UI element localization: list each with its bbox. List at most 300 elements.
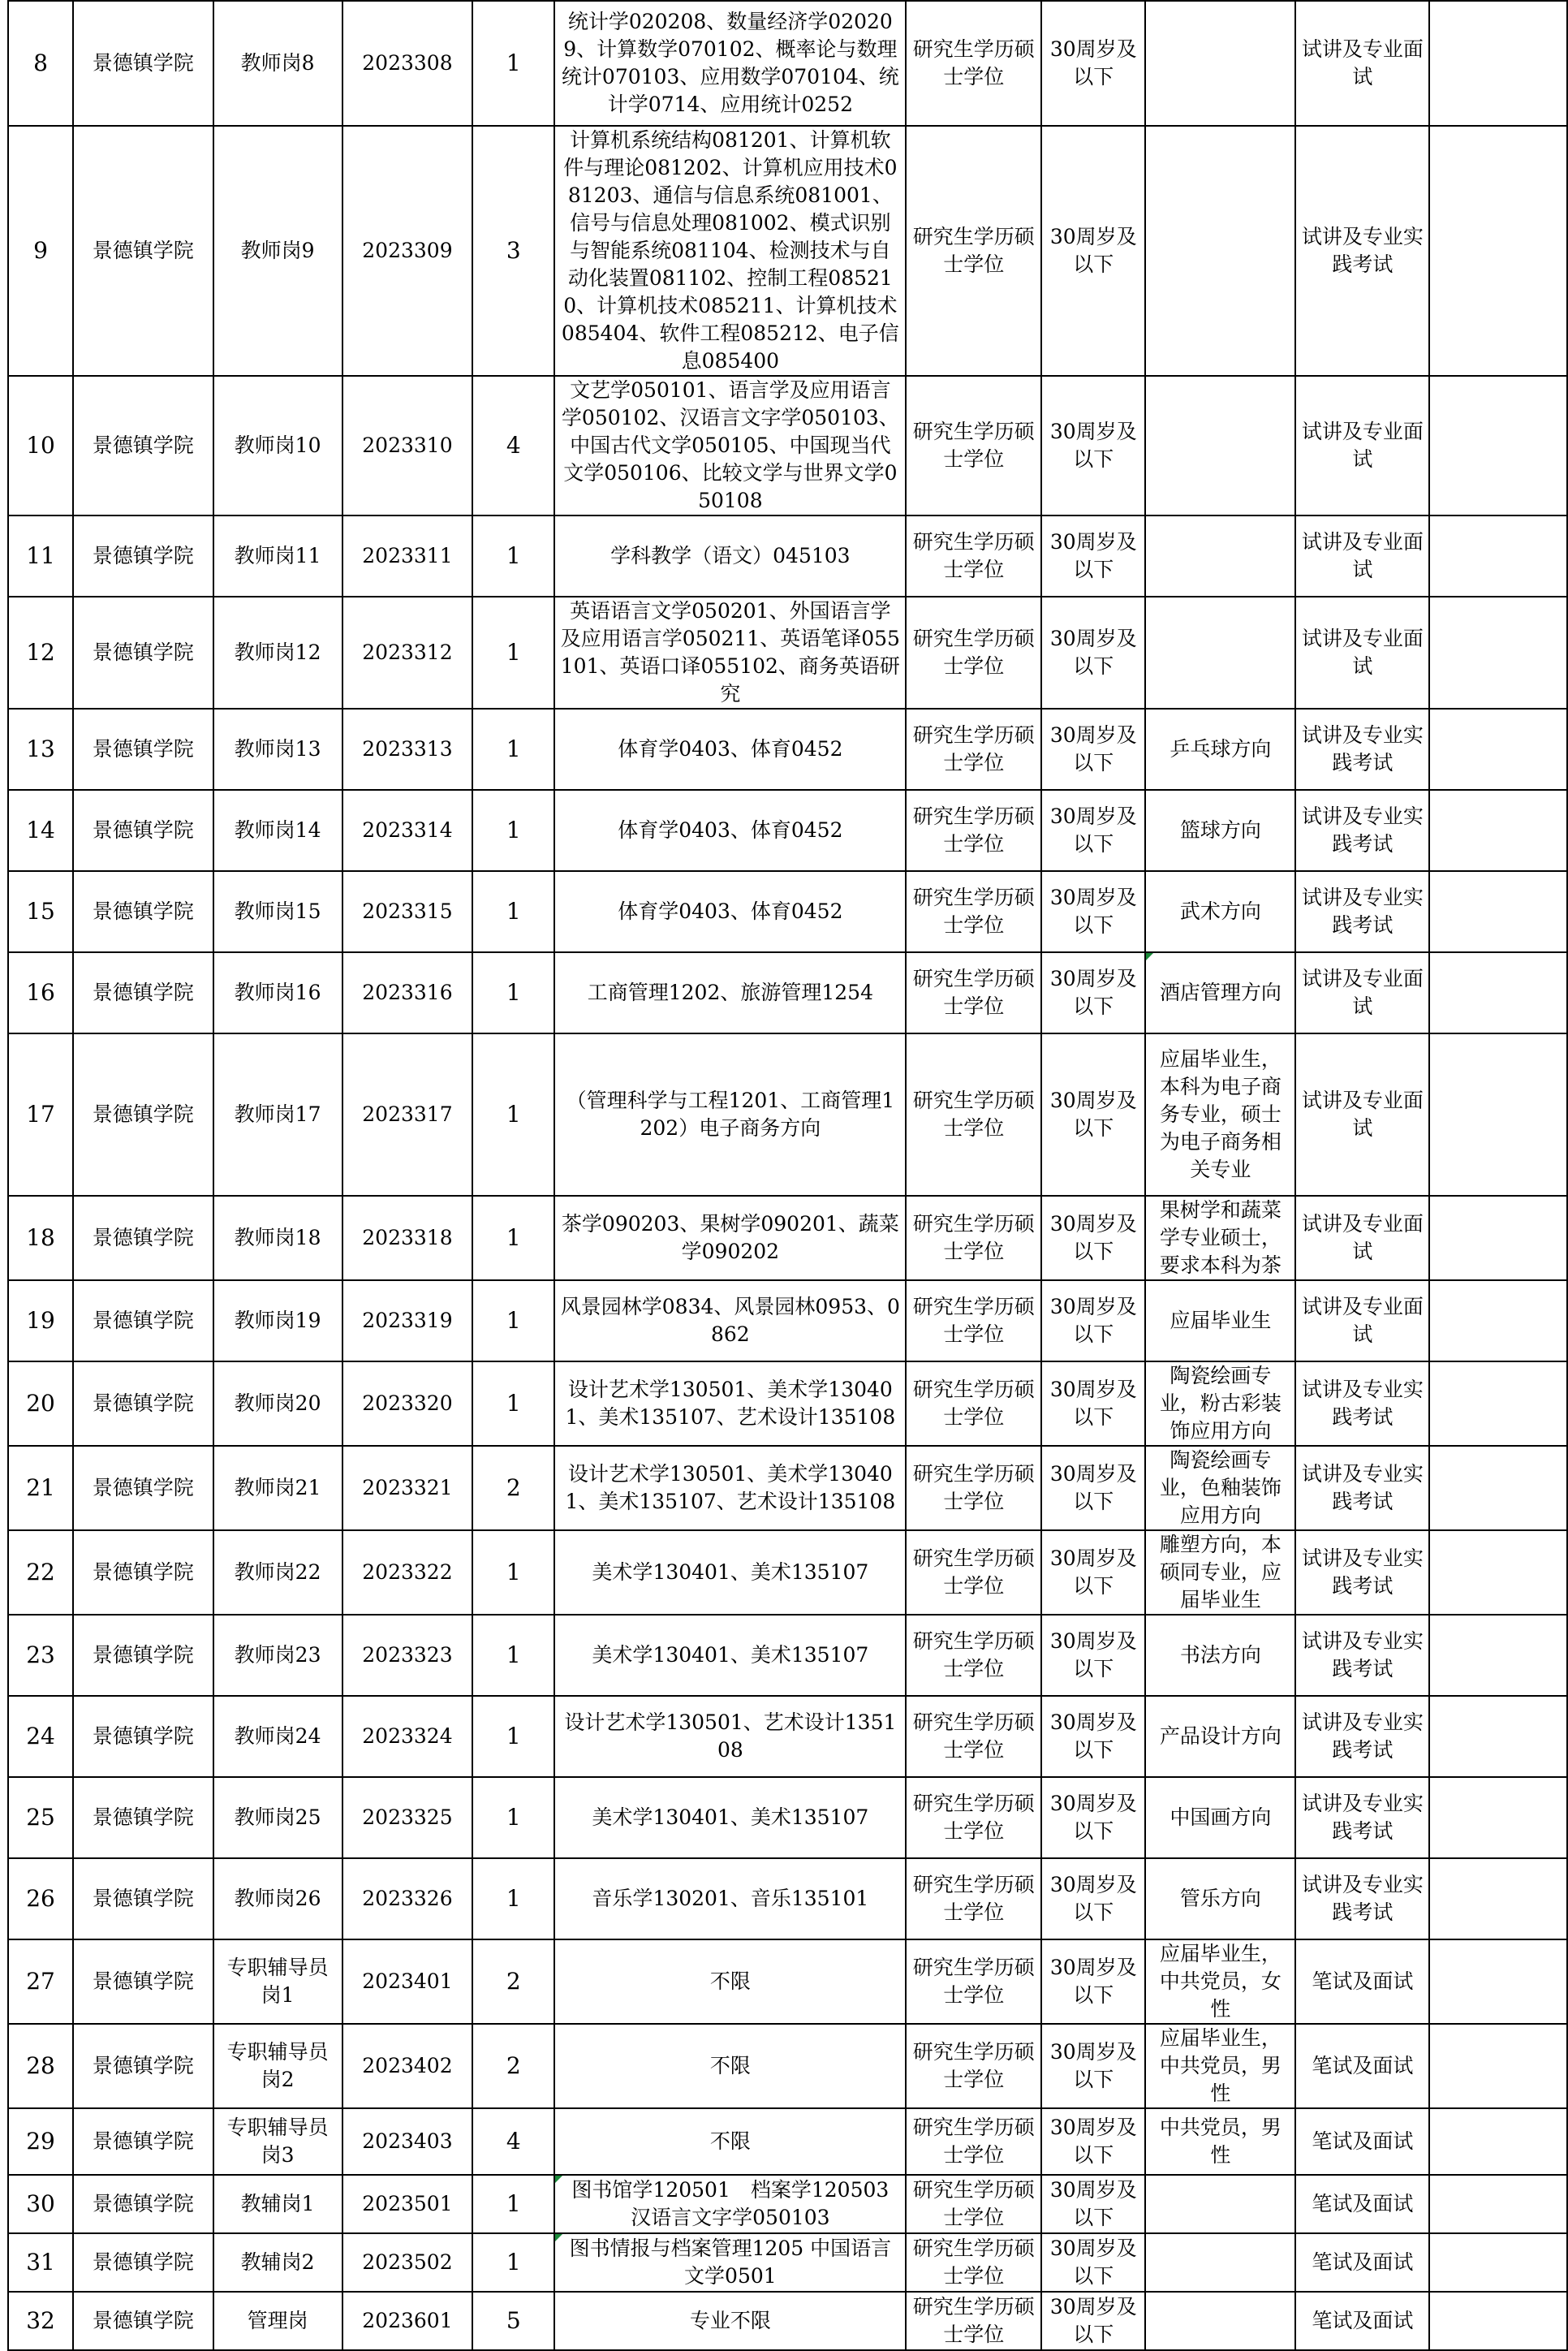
cell-note bbox=[1429, 2233, 1567, 2292]
cell-note bbox=[1429, 790, 1567, 871]
cell-code: 2023326 bbox=[342, 1858, 473, 1939]
cell-code: 2023601 bbox=[342, 2292, 473, 2350]
cell-post: 教师岗23 bbox=[213, 1615, 342, 1696]
cell-age: 30周岁及以下 bbox=[1041, 1530, 1145, 1615]
cell-code: 2023402 bbox=[342, 2024, 473, 2108]
table-row bbox=[8, 2024, 1567, 2108]
cell-number: 26 bbox=[8, 1858, 73, 1939]
cell-age: 30周岁及以下 bbox=[1041, 790, 1145, 871]
cell-other-requirement: 中国画方向 bbox=[1145, 1777, 1295, 1858]
cell-code: 2023311 bbox=[342, 515, 473, 597]
cell-education: 研究生学历硕士学位 bbox=[906, 2024, 1041, 2108]
cell-count: 1 bbox=[472, 952, 554, 1033]
cell-count: 5 bbox=[472, 2292, 554, 2350]
cell-other-requirement: 产品设计方向 bbox=[1145, 1696, 1295, 1777]
cell-exam-method: 试讲及专业实践考试 bbox=[1295, 1615, 1429, 1696]
cell-code: 2023321 bbox=[342, 1446, 473, 1530]
cell-exam-method: 笔试及面试 bbox=[1295, 2175, 1429, 2233]
cell-major: 统计学020208、数量经济学020209、计算数学070102、概率论与数理统计070103、应用数学070104、统计学0714、应用统计0252 bbox=[554, 1, 906, 126]
cell-unit: 景德镇学院 bbox=[73, 790, 213, 871]
cell-code: 2023323 bbox=[342, 1615, 473, 1696]
cell-major: 美术学130401、美术135107 bbox=[554, 1615, 906, 1696]
cell-education: 研究生学历硕士学位 bbox=[906, 2233, 1041, 2292]
cell-exam-method: 试讲及专业面试 bbox=[1295, 376, 1429, 515]
cell-count: 1 bbox=[472, 2233, 554, 2292]
cell-education: 研究生学历硕士学位 bbox=[906, 1777, 1041, 1858]
cell-major: 图书情报与档案管理1205 中国语言文学0501 bbox=[554, 2233, 906, 2292]
cell-number: 29 bbox=[8, 2108, 73, 2175]
table-row bbox=[8, 1, 1567, 126]
cell-count: 1 bbox=[472, 1530, 554, 1615]
table-row bbox=[8, 1280, 1567, 1361]
cell-post: 教师岗26 bbox=[213, 1858, 342, 1939]
cell-education: 研究生学历硕士学位 bbox=[906, 126, 1041, 376]
cell-code: 2023320 bbox=[342, 1361, 473, 1446]
cell-exam-method: 试讲及专业面试 bbox=[1295, 1033, 1429, 1196]
cell-count: 4 bbox=[472, 376, 554, 515]
cell-other-requirement: 陶瓷绘画专业，色釉装饰应用方向 bbox=[1145, 1446, 1295, 1530]
cell-unit: 景德镇学院 bbox=[73, 952, 213, 1033]
cell-note bbox=[1429, 2108, 1567, 2175]
cell-other-requirement bbox=[1145, 376, 1295, 515]
cell-code: 2023403 bbox=[342, 2108, 473, 2175]
cell-note bbox=[1429, 597, 1567, 709]
cell-other-requirement: 应届毕业生，中共党员，女性 bbox=[1145, 1939, 1295, 2024]
table-row bbox=[8, 952, 1567, 1033]
cell-code: 2023401 bbox=[342, 1939, 473, 2024]
cell-other-requirement: 酒店管理方向 bbox=[1145, 952, 1295, 1033]
cell-exam-method: 笔试及面试 bbox=[1295, 2233, 1429, 2292]
cell-education: 研究生学历硕士学位 bbox=[906, 952, 1041, 1033]
cell-major: 设计艺术学130501、美术学130401、美术135107、艺术设计135108 bbox=[554, 1361, 906, 1446]
cell-other-requirement bbox=[1145, 597, 1295, 709]
cell-count: 1 bbox=[472, 515, 554, 597]
cell-age: 30周岁及以下 bbox=[1041, 1777, 1145, 1858]
cell-post: 教师岗9 bbox=[213, 126, 342, 376]
table-row bbox=[8, 2233, 1567, 2292]
table-row bbox=[8, 1939, 1567, 2024]
cell-exam-method: 试讲及专业实践考试 bbox=[1295, 871, 1429, 952]
cell-count: 1 bbox=[472, 1777, 554, 1858]
cell-code: 2023501 bbox=[342, 2175, 473, 2233]
cell-note bbox=[1429, 1196, 1567, 1280]
cell-code: 2023316 bbox=[342, 952, 473, 1033]
table-row bbox=[8, 376, 1567, 515]
cell-note bbox=[1429, 952, 1567, 1033]
cell-unit: 景德镇学院 bbox=[73, 2233, 213, 2292]
cell-post: 教师岗20 bbox=[213, 1361, 342, 1446]
cell-note bbox=[1429, 376, 1567, 515]
cell-exam-method: 试讲及专业面试 bbox=[1295, 1280, 1429, 1361]
cell-post: 教师岗18 bbox=[213, 1196, 342, 1280]
table-row bbox=[8, 709, 1567, 790]
cell-number: 13 bbox=[8, 709, 73, 790]
cell-exam-method: 笔试及面试 bbox=[1295, 2024, 1429, 2108]
cell-age: 30周岁及以下 bbox=[1041, 1280, 1145, 1361]
cell-code: 2023324 bbox=[342, 1696, 473, 1777]
cell-code: 2023313 bbox=[342, 709, 473, 790]
cell-number: 10 bbox=[8, 376, 73, 515]
cell-post: 教师岗15 bbox=[213, 871, 342, 952]
cell-count: 3 bbox=[472, 126, 554, 376]
cell-post: 专职辅导员岗3 bbox=[213, 2108, 342, 2175]
cell-age: 30周岁及以下 bbox=[1041, 709, 1145, 790]
cell-unit: 景德镇学院 bbox=[73, 2175, 213, 2233]
cell-education: 研究生学历硕士学位 bbox=[906, 515, 1041, 597]
cell-major: 美术学130401、美术135107 bbox=[554, 1530, 906, 1615]
cell-exam-method: 试讲及专业实践考试 bbox=[1295, 126, 1429, 376]
cell-education: 研究生学历硕士学位 bbox=[906, 1530, 1041, 1615]
cell-age: 30周岁及以下 bbox=[1041, 1446, 1145, 1530]
cell-major: 茶学090203、果树学090201、蔬菜学090202 bbox=[554, 1196, 906, 1280]
cell-major: 设计艺术学130501、美术学130401、美术135107、艺术设计135108 bbox=[554, 1446, 906, 1530]
cell-major: 不限 bbox=[554, 2108, 906, 2175]
cell-number: 14 bbox=[8, 790, 73, 871]
cell-code: 2023308 bbox=[342, 1, 473, 126]
cell-note bbox=[1429, 709, 1567, 790]
cell-code: 2023319 bbox=[342, 1280, 473, 1361]
cell-education: 研究生学历硕士学位 bbox=[906, 871, 1041, 952]
cell-note bbox=[1429, 126, 1567, 376]
cell-code: 2023314 bbox=[342, 790, 473, 871]
cell-exam-method: 试讲及专业实践考试 bbox=[1295, 1696, 1429, 1777]
cell-post: 教辅岗2 bbox=[213, 2233, 342, 2292]
cell-major: （管理科学与工程1201、工商管理1202）电子商务方向 bbox=[554, 1033, 906, 1196]
cell-code: 2023502 bbox=[342, 2233, 473, 2292]
cell-note bbox=[1429, 1777, 1567, 1858]
cell-unit: 景德镇学院 bbox=[73, 1858, 213, 1939]
cell-unit: 景德镇学院 bbox=[73, 1280, 213, 1361]
cell-note bbox=[1429, 1615, 1567, 1696]
cell-number: 9 bbox=[8, 126, 73, 376]
cell-post: 教师岗19 bbox=[213, 1280, 342, 1361]
cell-exam-method: 试讲及专业面试 bbox=[1295, 952, 1429, 1033]
cell-unit: 景德镇学院 bbox=[73, 1777, 213, 1858]
cell-unit: 景德镇学院 bbox=[73, 597, 213, 709]
cell-note bbox=[1429, 1, 1567, 126]
cell-age: 30周岁及以下 bbox=[1041, 2024, 1145, 2108]
cell-major: 专业不限 bbox=[554, 2292, 906, 2350]
cell-age: 30周岁及以下 bbox=[1041, 952, 1145, 1033]
table-row bbox=[8, 790, 1567, 871]
cell-number: 22 bbox=[8, 1530, 73, 1615]
cell-count: 2 bbox=[472, 1446, 554, 1530]
table-row bbox=[8, 126, 1567, 376]
cell-post: 教师岗22 bbox=[213, 1530, 342, 1615]
cell-other-requirement: 应届毕业生，中共党员，男性 bbox=[1145, 2024, 1295, 2108]
cell-post: 教师岗13 bbox=[213, 709, 342, 790]
cell-code: 2023315 bbox=[342, 871, 473, 952]
cell-education: 研究生学历硕士学位 bbox=[906, 2108, 1041, 2175]
cell-number: 8 bbox=[8, 1, 73, 126]
cell-exam-method: 笔试及面试 bbox=[1295, 1939, 1429, 2024]
cell-exam-method: 试讲及专业面试 bbox=[1295, 515, 1429, 597]
cell-age: 30周岁及以下 bbox=[1041, 376, 1145, 515]
cell-count: 1 bbox=[472, 871, 554, 952]
cell-other-requirement bbox=[1145, 1, 1295, 126]
cell-exam-method: 试讲及专业实践考试 bbox=[1295, 709, 1429, 790]
cell-unit: 景德镇学院 bbox=[73, 376, 213, 515]
cell-exam-method: 试讲及专业面试 bbox=[1295, 597, 1429, 709]
cell-count: 1 bbox=[472, 1615, 554, 1696]
cell-number: 20 bbox=[8, 1361, 73, 1446]
cell-count: 2 bbox=[472, 2024, 554, 2108]
cell-count: 2 bbox=[472, 1939, 554, 2024]
table-row bbox=[8, 1530, 1567, 1615]
cell-note bbox=[1429, 1858, 1567, 1939]
cell-post: 教师岗24 bbox=[213, 1696, 342, 1777]
cell-age: 30周岁及以下 bbox=[1041, 1858, 1145, 1939]
cell-post: 教师岗25 bbox=[213, 1777, 342, 1858]
cell-unit: 景德镇学院 bbox=[73, 1530, 213, 1615]
cell-note bbox=[1429, 2175, 1567, 2233]
cell-post: 教辅岗1 bbox=[213, 2175, 342, 2233]
cell-post: 教师岗17 bbox=[213, 1033, 342, 1196]
table-row bbox=[8, 1361, 1567, 1446]
cell-note bbox=[1429, 2292, 1567, 2350]
cell-other-requirement: 应届毕业生，本科为电子商务专业，硕士为电子商务相关专业 bbox=[1145, 1033, 1295, 1196]
cell-age: 30周岁及以下 bbox=[1041, 2292, 1145, 2350]
cell-number: 12 bbox=[8, 597, 73, 709]
cell-other-requirement: 乒乓球方向 bbox=[1145, 709, 1295, 790]
cell-major: 不限 bbox=[554, 2024, 906, 2108]
cell-other-requirement: 管乐方向 bbox=[1145, 1858, 1295, 1939]
cell-count: 1 bbox=[472, 709, 554, 790]
cell-age: 30周岁及以下 bbox=[1041, 597, 1145, 709]
cell-code: 2023322 bbox=[342, 1530, 473, 1615]
cell-unit: 景德镇学院 bbox=[73, 515, 213, 597]
cell-other-requirement bbox=[1145, 126, 1295, 376]
cell-other-requirement bbox=[1145, 515, 1295, 597]
cell-education: 研究生学历硕士学位 bbox=[906, 790, 1041, 871]
cell-exam-method: 试讲及专业实践考试 bbox=[1295, 1446, 1429, 1530]
table-body bbox=[8, 1, 1567, 2350]
cell-major: 图书馆学120501 档案学120503 汉语言文字学050103 bbox=[554, 2175, 906, 2233]
cell-age: 30周岁及以下 bbox=[1041, 1033, 1145, 1196]
cell-education: 研究生学历硕士学位 bbox=[906, 1280, 1041, 1361]
cell-number: 11 bbox=[8, 515, 73, 597]
cell-other-requirement: 书法方向 bbox=[1145, 1615, 1295, 1696]
cell-unit: 景德镇学院 bbox=[73, 126, 213, 376]
cell-exam-method: 试讲及专业实践考试 bbox=[1295, 1858, 1429, 1939]
cell-major: 风景园林学0834、风景园林0953、0862 bbox=[554, 1280, 906, 1361]
table-row bbox=[8, 2108, 1567, 2175]
cell-unit: 景德镇学院 bbox=[73, 1696, 213, 1777]
cell-number: 17 bbox=[8, 1033, 73, 1196]
table-row bbox=[8, 1196, 1567, 1280]
table-row bbox=[8, 1777, 1567, 1858]
cell-education: 研究生学历硕士学位 bbox=[906, 1696, 1041, 1777]
table-row bbox=[8, 2292, 1567, 2350]
cell-age: 30周岁及以下 bbox=[1041, 1696, 1145, 1777]
cell-post: 教师岗16 bbox=[213, 952, 342, 1033]
table-row bbox=[8, 1858, 1567, 1939]
table-row bbox=[8, 2175, 1567, 2233]
cell-major: 工商管理1202、旅游管理1254 bbox=[554, 952, 906, 1033]
cell-unit: 景德镇学院 bbox=[73, 2108, 213, 2175]
cell-unit: 景德镇学院 bbox=[73, 1446, 213, 1530]
cell-other-requirement bbox=[1145, 2292, 1295, 2350]
cell-number: 16 bbox=[8, 952, 73, 1033]
cell-major: 不限 bbox=[554, 1939, 906, 2024]
cell-education: 研究生学历硕士学位 bbox=[906, 1615, 1041, 1696]
cell-count: 1 bbox=[472, 597, 554, 709]
table-row bbox=[8, 1615, 1567, 1696]
cell-major: 美术学130401、美术135107 bbox=[554, 1777, 906, 1858]
cell-number: 23 bbox=[8, 1615, 73, 1696]
cell-major: 音乐学130201、音乐135101 bbox=[554, 1858, 906, 1939]
table-row bbox=[8, 1446, 1567, 1530]
cell-education: 研究生学历硕士学位 bbox=[906, 1446, 1041, 1530]
cell-count: 1 bbox=[472, 1361, 554, 1446]
cell-number: 25 bbox=[8, 1777, 73, 1858]
cell-unit: 景德镇学院 bbox=[73, 1033, 213, 1196]
cell-unit: 景德镇学院 bbox=[73, 709, 213, 790]
cell-count: 1 bbox=[472, 1858, 554, 1939]
cell-exam-method: 试讲及专业实践考试 bbox=[1295, 1361, 1429, 1446]
cell-other-requirement: 武术方向 bbox=[1145, 871, 1295, 952]
cell-exam-method: 试讲及专业面试 bbox=[1295, 1196, 1429, 1280]
cell-post: 教师岗10 bbox=[213, 376, 342, 515]
cell-count: 1 bbox=[472, 1280, 554, 1361]
cell-age: 30周岁及以下 bbox=[1041, 1615, 1145, 1696]
cell-education: 研究生学历硕士学位 bbox=[906, 709, 1041, 790]
cell-number: 15 bbox=[8, 871, 73, 952]
cell-exam-method: 笔试及面试 bbox=[1295, 2108, 1429, 2175]
cell-number: 31 bbox=[8, 2233, 73, 2292]
cell-number: 30 bbox=[8, 2175, 73, 2233]
cell-age: 30周岁及以下 bbox=[1041, 1, 1145, 126]
recruitment-table bbox=[7, 0, 1568, 2351]
table-row bbox=[8, 597, 1567, 709]
cell-note bbox=[1429, 1939, 1567, 2024]
cell-unit: 景德镇学院 bbox=[73, 1615, 213, 1696]
cell-major: 设计艺术学130501、艺术设计135108 bbox=[554, 1696, 906, 1777]
cell-other-requirement bbox=[1145, 2233, 1295, 2292]
cell-age: 30周岁及以下 bbox=[1041, 1939, 1145, 2024]
cell-exam-method: 试讲及专业实践考试 bbox=[1295, 1530, 1429, 1615]
cell-number: 28 bbox=[8, 2024, 73, 2108]
cell-count: 1 bbox=[472, 1196, 554, 1280]
cell-education: 研究生学历硕士学位 bbox=[906, 1939, 1041, 2024]
cell-education: 研究生学历硕士学位 bbox=[906, 1, 1041, 126]
cell-count: 4 bbox=[472, 2108, 554, 2175]
cell-exam-method: 试讲及专业实践考试 bbox=[1295, 1777, 1429, 1858]
cell-other-requirement bbox=[1145, 2175, 1295, 2233]
cell-note bbox=[1429, 1696, 1567, 1777]
cell-post: 教师岗8 bbox=[213, 1, 342, 126]
cell-number: 27 bbox=[8, 1939, 73, 2024]
cell-age: 30周岁及以下 bbox=[1041, 126, 1145, 376]
cell-code: 2023317 bbox=[342, 1033, 473, 1196]
cell-count: 1 bbox=[472, 1033, 554, 1196]
cell-code: 2023309 bbox=[342, 126, 473, 376]
cell-major: 计算机系统结构081201、计算机软件与理论081202、计算机应用技术081203、通信与信息系统081001、信号与信息处理081002、模式识别与智能系统081104、检测技术与自动化装置081102、控制工程085210、计算机技术085211、计算机技术085404、软件工程085212、电子信息085400 bbox=[554, 126, 906, 376]
cell-code: 2023318 bbox=[342, 1196, 473, 1280]
cell-note bbox=[1429, 1530, 1567, 1615]
cell-note bbox=[1429, 1033, 1567, 1196]
cell-number: 32 bbox=[8, 2292, 73, 2350]
cell-other-requirement: 雕塑方向，本硕同专业，应届毕业生 bbox=[1145, 1530, 1295, 1615]
cell-other-requirement: 篮球方向 bbox=[1145, 790, 1295, 871]
cell-number: 21 bbox=[8, 1446, 73, 1530]
cell-note bbox=[1429, 1280, 1567, 1361]
cell-education: 研究生学历硕士学位 bbox=[906, 597, 1041, 709]
cell-major: 体育学0403、体育0452 bbox=[554, 871, 906, 952]
cell-other-requirement: 中共党员，男性 bbox=[1145, 2108, 1295, 2175]
cell-unit: 景德镇学院 bbox=[73, 1361, 213, 1446]
cell-note bbox=[1429, 2024, 1567, 2108]
cell-post: 专职辅导员岗1 bbox=[213, 1939, 342, 2024]
cell-number: 19 bbox=[8, 1280, 73, 1361]
cell-post: 教师岗21 bbox=[213, 1446, 342, 1530]
table-row bbox=[8, 515, 1567, 597]
cell-other-requirement: 陶瓷绘画专业，粉古彩装饰应用方向 bbox=[1145, 1361, 1295, 1446]
cell-exam-method: 试讲及专业实践考试 bbox=[1295, 790, 1429, 871]
cell-other-requirement: 果树学和蔬菜学专业硕士，要求本科为茶 bbox=[1145, 1196, 1295, 1280]
cell-unit: 景德镇学院 bbox=[73, 2024, 213, 2108]
cell-unit: 景德镇学院 bbox=[73, 2292, 213, 2350]
cell-count: 1 bbox=[472, 2175, 554, 2233]
cell-post: 管理岗 bbox=[213, 2292, 342, 2350]
cell-other-requirement: 应届毕业生 bbox=[1145, 1280, 1295, 1361]
cell-education: 研究生学历硕士学位 bbox=[906, 1858, 1041, 1939]
cell-post: 教师岗12 bbox=[213, 597, 342, 709]
cell-education: 研究生学历硕士学位 bbox=[906, 2175, 1041, 2233]
cell-age: 30周岁及以下 bbox=[1041, 515, 1145, 597]
cell-note bbox=[1429, 1446, 1567, 1530]
cell-note bbox=[1429, 515, 1567, 597]
cell-education: 研究生学历硕士学位 bbox=[906, 1033, 1041, 1196]
cell-post: 专职辅导员岗2 bbox=[213, 2024, 342, 2108]
cell-age: 30周岁及以下 bbox=[1041, 1361, 1145, 1446]
cell-unit: 景德镇学院 bbox=[73, 1196, 213, 1280]
cell-major: 文艺学050101、语言学及应用语言学050102、汉语言文字学050103、中国古代文学050105、中国现当代文学050106、比较文学与世界文学050108 bbox=[554, 376, 906, 515]
cell-count: 1 bbox=[472, 790, 554, 871]
cell-code: 2023325 bbox=[342, 1777, 473, 1858]
cell-number: 24 bbox=[8, 1696, 73, 1777]
cell-education: 研究生学历硕士学位 bbox=[906, 2292, 1041, 2350]
cell-note bbox=[1429, 871, 1567, 952]
cell-code: 2023312 bbox=[342, 597, 473, 709]
cell-unit: 景德镇学院 bbox=[73, 1939, 213, 2024]
cell-education: 研究生学历硕士学位 bbox=[906, 1196, 1041, 1280]
cell-age: 30周岁及以下 bbox=[1041, 871, 1145, 952]
cell-number: 18 bbox=[8, 1196, 73, 1280]
cell-post: 教师岗14 bbox=[213, 790, 342, 871]
cell-exam-method: 试讲及专业面试 bbox=[1295, 1, 1429, 126]
cell-age: 30周岁及以下 bbox=[1041, 2108, 1145, 2175]
cell-exam-method: 笔试及面试 bbox=[1295, 2292, 1429, 2350]
table-row bbox=[8, 1033, 1567, 1196]
cell-major: 体育学0403、体育0452 bbox=[554, 790, 906, 871]
cell-count: 1 bbox=[472, 1, 554, 126]
cell-education: 研究生学历硕士学位 bbox=[906, 1361, 1041, 1446]
cell-note bbox=[1429, 1361, 1567, 1446]
cell-major: 体育学0403、体育0452 bbox=[554, 709, 906, 790]
cell-age: 30周岁及以下 bbox=[1041, 2175, 1145, 2233]
cell-code: 2023310 bbox=[342, 376, 473, 515]
cell-major: 学科教学（语文）045103 bbox=[554, 515, 906, 597]
cell-education: 研究生学历硕士学位 bbox=[906, 376, 1041, 515]
cell-age: 30周岁及以下 bbox=[1041, 1196, 1145, 1280]
cell-unit: 景德镇学院 bbox=[73, 1, 213, 126]
cell-major: 英语语言文学050201、外国语言学及应用语言学050211、英语笔译055101、英语口译055102、商务英语研究 bbox=[554, 597, 906, 709]
cell-post: 教师岗11 bbox=[213, 515, 342, 597]
table-row bbox=[8, 1696, 1567, 1777]
cell-age: 30周岁及以下 bbox=[1041, 2233, 1145, 2292]
cell-unit: 景德镇学院 bbox=[73, 871, 213, 952]
